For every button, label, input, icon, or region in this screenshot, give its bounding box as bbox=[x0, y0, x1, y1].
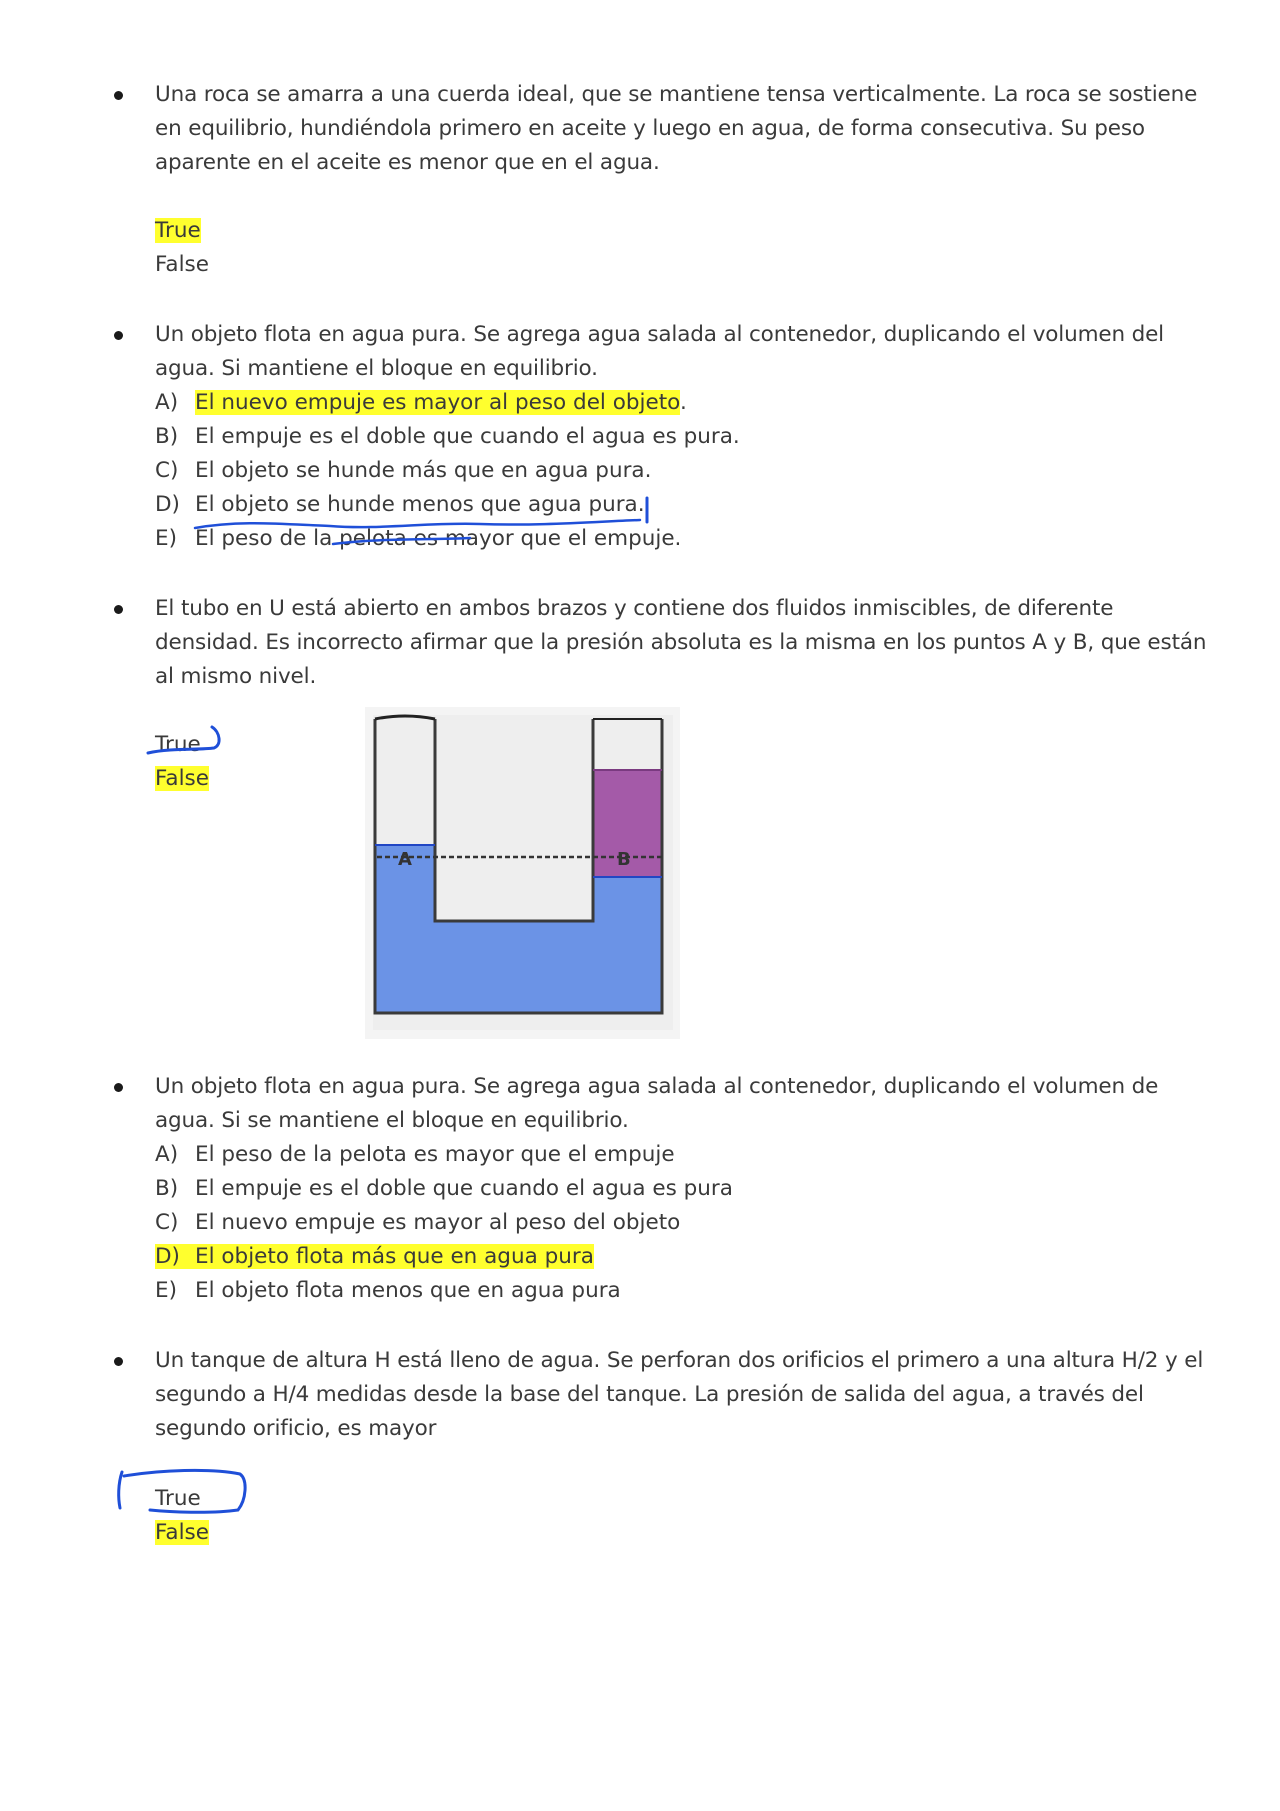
question-5 bbox=[110, 1344, 1220, 1446]
point-b-label: B bbox=[617, 849, 631, 870]
point-a-label: A bbox=[398, 849, 412, 870]
option-d-highlight: D) El objeto flota más que en agua pura bbox=[155, 1244, 594, 1269]
question-2-text: Un objeto flota en agua pura. Se agrega agua salada al contenedor, duplicando el volumen del agua. Si mantiene el bloque en equilibrio. bbox=[155, 322, 1165, 381]
option-b: B) El empuje es el doble que cuando el agua es pura bbox=[155, 1176, 733, 1201]
question-4-options bbox=[155, 1138, 1220, 1308]
answer-true: True bbox=[155, 732, 201, 757]
bullet-icon bbox=[114, 1357, 123, 1366]
answer-true: True bbox=[155, 1486, 201, 1511]
right-arm-water bbox=[593, 877, 662, 921]
option-e: E) El peso de la pelota es mayor que el empuje. bbox=[155, 526, 682, 551]
question-3 bbox=[110, 592, 1220, 694]
option-e: E) El objeto flota menos que en agua pura bbox=[155, 1278, 621, 1303]
question-2-options bbox=[155, 386, 1220, 556]
option-d: D) El objeto se hunde menos que agua pura. bbox=[155, 492, 645, 517]
question-3-answers bbox=[155, 728, 209, 796]
question-4-text: Un objeto flota en agua pura. Se agrega agua salada al contenedor, duplicando el volumen de agua. Si se mantiene el bloque en equilibrio. bbox=[155, 1074, 1159, 1133]
answer-false-selected: False bbox=[155, 766, 209, 791]
option-d bbox=[155, 1240, 1220, 1274]
bullet-icon bbox=[114, 331, 123, 340]
question-5-text: Un tanque de altura H está lleno de agua. Se perforan dos orificios el primero a una altura H/2 y el segundo a H/4 medidas desde la base del tanque. La presión de salida del agua, a través del segundo orificio, es mayor bbox=[155, 1348, 1204, 1441]
bottom-water bbox=[375, 921, 662, 1013]
true-bracket-left bbox=[119, 1472, 122, 1508]
option-a: A) El nuevo empuje es mayor al peso del objeto. bbox=[155, 390, 687, 415]
question-1 bbox=[110, 78, 1220, 180]
answer-false-selected: False bbox=[155, 1520, 209, 1545]
question-2 bbox=[110, 318, 1220, 556]
option-b: B) El empuje es el doble que cuando el agua es pura. bbox=[155, 424, 740, 449]
answer-true-selected: True bbox=[155, 218, 201, 243]
option-c: C) El objeto se hunde más que en agua pura. bbox=[155, 458, 652, 483]
u-tube-diagram bbox=[365, 707, 680, 1039]
question-5-answers bbox=[155, 1482, 209, 1550]
question-3-text: El tubo en U está abierto en ambos brazos y contiene dos fluidos inmiscibles, de diferente densidad. Es incorrecto afirmar que la presión absoluta es la misma en los puntos A y B, que están al mismo nivel. bbox=[155, 596, 1207, 689]
question-1-answers bbox=[155, 214, 209, 282]
bullet-icon bbox=[114, 1083, 123, 1092]
question-4 bbox=[110, 1070, 1220, 1308]
bullet-icon bbox=[114, 605, 123, 614]
question-1-text: Una roca se amarra a una cuerda ideal, que se mantiene tensa verticalmente. La roca se sostiene en equilibrio, hundiéndola primero en aceite y luego en agua, de forma consecutiva. Su peso aparente en el aceite es menor que en el agua. bbox=[155, 82, 1198, 175]
answer-false: False bbox=[155, 252, 209, 277]
bullet-icon bbox=[114, 91, 123, 100]
option-c: C) El nuevo empuje es mayor al peso del objeto bbox=[155, 1210, 681, 1235]
option-a: A) El peso de la pelota es mayor que el empuje bbox=[155, 1142, 675, 1167]
